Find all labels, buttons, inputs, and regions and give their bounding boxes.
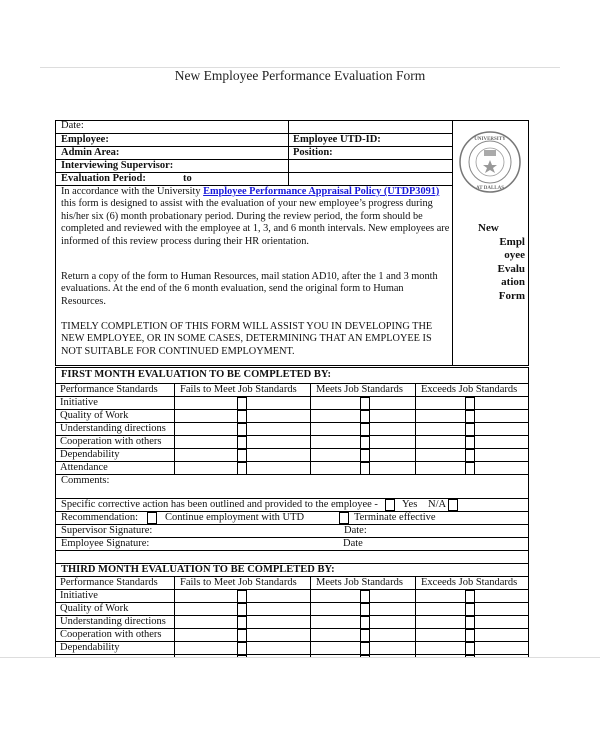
rating-cell	[174, 449, 180, 461]
rating-cell	[415, 462, 421, 474]
policy-link[interactable]: Employee Performance Appraisal Policy (UTDP3091)	[203, 186, 440, 197]
employee-field[interactable]	[55, 133, 452, 146]
rating-cell	[310, 449, 316, 461]
standard-label: Initiative	[60, 397, 98, 408]
yes-label: Yes	[402, 499, 418, 510]
first-month-heading: FIRST MONTH EVALUATION TO BE COMPLETED BY:	[61, 369, 331, 380]
utd-id-label: Employee UTD-ID:	[293, 134, 381, 145]
svg-text:AT DALLAS: AT DALLAS	[475, 186, 505, 191]
table-header-row	[55, 383, 528, 396]
evaluation-period-field[interactable]	[55, 172, 452, 185]
column-header: Exceeds Job Standards	[415, 384, 517, 396]
table-row	[55, 628, 528, 641]
corrective-label: Specific corrective action has been outlined and provided to the employee -	[61, 499, 378, 510]
column-header: Performance Standards	[60, 577, 158, 588]
table-row	[55, 602, 528, 615]
na-label: N/A	[428, 499, 447, 510]
column-header: Fails to Meet Job Standards	[174, 577, 297, 589]
supervisor-field[interactable]	[55, 159, 452, 172]
rating-cell	[174, 590, 180, 602]
table-row	[55, 422, 528, 435]
rating-cell	[415, 590, 421, 602]
side-title: New Empl oyee Evalu ation Form	[478, 222, 525, 302]
rating-cell	[415, 642, 421, 654]
employee-date-label: Date	[343, 538, 363, 549]
rating-cell	[310, 397, 316, 409]
rating-cell	[415, 629, 421, 641]
svg-text:UNIVERSITY: UNIVERSITY	[474, 137, 506, 142]
standard-label: Understanding directions	[60, 423, 166, 434]
rating-cell	[310, 616, 316, 628]
column-header: Meets Job Standards	[310, 577, 403, 589]
rating-cell	[415, 410, 421, 422]
supervisor-label: Interviewing Supervisor:	[61, 160, 174, 171]
return-paragraph: Return a copy of the form to Human Resources, mail station AD10, after the 1 and 3 month evaluations. At the end of the 6 month evaluation, send the original form to Human Resources.	[61, 271, 438, 307]
continue-label: Continue employment with UTD	[165, 512, 305, 523]
intro-paragraph: In accordance with the University Employee Performance Appraisal Policy (UTDP3091) this form is designed to assist with the evaluation of your new employee’s progress during his/her six (6) month probationary period. During the review period, the form should be completed and reviewed with the employee at 1, 3, and 6 month intervals. New employees are informed of this review process during their HR orientation.	[61, 186, 450, 247]
employee-signature-label: Employee Signature:	[61, 538, 150, 549]
admin-area-label: Admin Area:	[61, 147, 120, 158]
rating-cell	[415, 423, 421, 435]
rating-cell	[174, 642, 180, 654]
standard-label: Cooperation with others	[60, 629, 162, 640]
rating-cell	[174, 397, 180, 409]
table-row	[55, 396, 528, 409]
terminate-label: Terminate effective	[354, 512, 436, 523]
standard-label: Quality of Work	[60, 603, 129, 614]
standard-label: Initiative	[60, 590, 98, 601]
rating-cell	[174, 410, 180, 422]
table-row	[55, 461, 528, 474]
rating-cell	[310, 603, 316, 615]
column-header: Performance Standards	[60, 384, 158, 395]
table-row	[55, 409, 528, 422]
admin-area-field[interactable]	[55, 146, 452, 159]
table-row	[55, 615, 528, 628]
table-row	[55, 435, 528, 448]
rating-cell	[415, 449, 421, 461]
rating-cell	[174, 423, 180, 435]
corrective-action-row	[55, 498, 528, 511]
rating-cell	[174, 629, 180, 641]
standard-label: Attendance	[60, 462, 108, 473]
rating-cell	[310, 410, 316, 422]
rating-cell	[310, 423, 316, 435]
rating-cell	[310, 436, 316, 448]
to-label: to	[183, 173, 192, 184]
column-header: Fails to Meet Job Standards	[174, 384, 297, 396]
university-seal-logo	[458, 130, 522, 194]
table-row	[55, 589, 528, 602]
supervisor-signature-row[interactable]	[55, 524, 528, 537]
rating-cell	[415, 603, 421, 615]
rating-cell	[415, 436, 421, 448]
eval-period-label: Evaluation Period:	[61, 173, 146, 184]
employee-signature-row[interactable]	[55, 537, 528, 550]
third-month-heading: THIRD MONTH EVALUATION TO BE COMPLETED BY:	[55, 563, 528, 576]
rating-cell	[174, 462, 180, 474]
yes-checkbox[interactable]	[385, 499, 395, 511]
terminate-checkbox[interactable]	[339, 512, 349, 524]
continue-checkbox[interactable]	[147, 512, 157, 524]
date-field[interactable]	[55, 120, 452, 133]
rating-cell	[174, 616, 180, 628]
table-row	[55, 448, 528, 461]
employee-label: Employee:	[61, 134, 109, 145]
position-label: Position:	[293, 147, 333, 158]
column-header: Exceeds Job Standards	[415, 577, 517, 589]
standard-label: Dependability	[60, 642, 120, 653]
supervisor-signature-label: Supervisor Signature:	[61, 525, 153, 536]
date-label: Date:	[61, 120, 84, 131]
table-row	[55, 641, 528, 654]
rating-cell	[174, 603, 180, 615]
timely-notice: TIMELY COMPLETION OF THIS FORM WILL ASSIST YOU IN DEVELOPING THE NEW EMPLOYEE, OR IN SOME CASES, DETERMINING THAT AN EMPLOYEE IS NOT SUITABLE FOR CONTINUED EMPLOYMENT.	[61, 321, 433, 357]
standard-label: Dependability	[60, 449, 120, 460]
rating-cell	[415, 616, 421, 628]
standard-label: Quality of Work	[60, 410, 129, 421]
column-header: Meets Job Standards	[310, 384, 403, 396]
supervisor-date-label: Date:	[344, 525, 367, 536]
recommendation-label: Recommendation:	[61, 512, 138, 523]
standard-label: Cooperation with others	[60, 436, 162, 447]
table-header-row	[55, 576, 528, 589]
rating-cell	[415, 397, 421, 409]
na-checkbox[interactable]	[448, 499, 458, 511]
rating-cell	[310, 590, 316, 602]
page-title: New Employee Performance Evaluation Form	[174, 68, 426, 83]
recommendation-row	[55, 511, 528, 524]
rating-cell	[174, 436, 180, 448]
comments-label: Comments:	[61, 475, 110, 486]
standard-label: Understanding directions	[60, 616, 166, 627]
rating-cell	[310, 462, 316, 474]
rating-cell	[310, 642, 316, 654]
rating-cell	[310, 629, 316, 641]
comments-field[interactable]	[55, 474, 528, 498]
